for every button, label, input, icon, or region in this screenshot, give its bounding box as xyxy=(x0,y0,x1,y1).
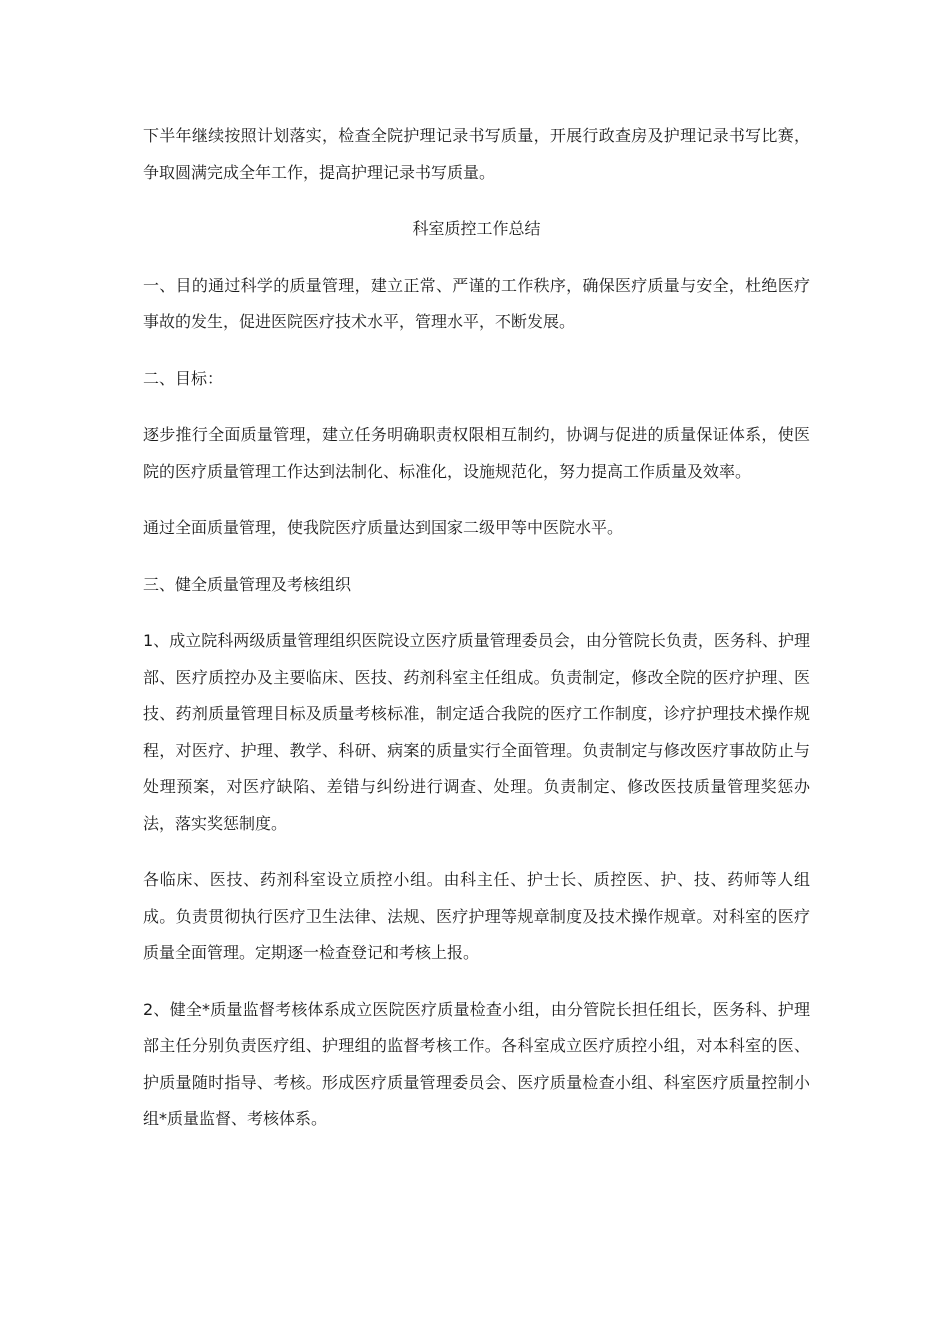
item-2-paragraph: 2、健全*质量监督考核体系成立医院医疗质量检查小组，由分管院长担任组长，医务科、护理部主任分别负责医疗组、护理组的监督考核工作。各科室成立医疗质控小组，对本科室的医、护质量随时指导、考核。形成医疗质量管理委员会、医疗质量检查小组、科室医疗质量控制小组*质量监督、考核体系。 xyxy=(143,999,810,1128)
section-1-paragraph: 一、目的通过科学的质量管理，建立正常、严谨的工作秩序，确保医疗质量与安全，杜绝医疗事故的发生，促进医院医疗技术水平，管理水平，不断发展。 xyxy=(143,275,810,331)
section-3-heading: 三、健全质量管理及考核组织 xyxy=(143,574,352,594)
document-title: 科室质控工作总结 xyxy=(412,219,541,238)
intro-paragraph: 下半年继续按照计划落实，检查全院护理记录书写质量，开展行政查房及护理记录书写比赛，争取圆满完成全年工作，提高护理记录书写质量。 xyxy=(143,126,810,182)
item-1-paragraph: 1、成立院科两级质量管理组织医院设立医疗质量管理委员会，由分管院长负责，医务科、护理部、医疗质控办及主要临床、医技、药剂科室主任组成。负责制定，修改全院的医疗护理、医技、药剂质量管理目标及质量考核标准，制定适合我院的医疗工作制度，诊疗护理技术操作规程，对医疗、护理、教学、科研、病案的质量实行全面管理。负责制定与修改医疗事故防止与处理预案，对医疗缺陷、差错与纠纷进行调查、处理。负责制定、修改医技质量管理奖惩办法，落实奖惩制度。 xyxy=(143,631,810,833)
document-page xyxy=(143,118,810,1158)
section-2-paragraph-1: 逐步推行全面质量管理，建立任务明确职责权限相互制约，协调与促进的质量保证体系，使医院的医疗质量管理工作达到法制化、标准化，设施规范化，努力提高工作质量及效率。 xyxy=(143,425,810,481)
section-2-paragraph-2: 通过全面质量管理，使我院医疗质量达到国家二级甲等中医院水平。 xyxy=(143,518,624,537)
section-2-heading: 二、目标： xyxy=(143,368,224,388)
item-1-sub-paragraph: 各临床、医技、药剂科室设立质控小组。由科主任、护士长、质控医、护、技、药师等人组成。负责贯彻执行医疗卫生法律、法规、医疗护理等规章制度及技术操作规章。对科室的医疗质量全面管理。定期逐一检查登记和考核上报。 xyxy=(143,870,810,962)
